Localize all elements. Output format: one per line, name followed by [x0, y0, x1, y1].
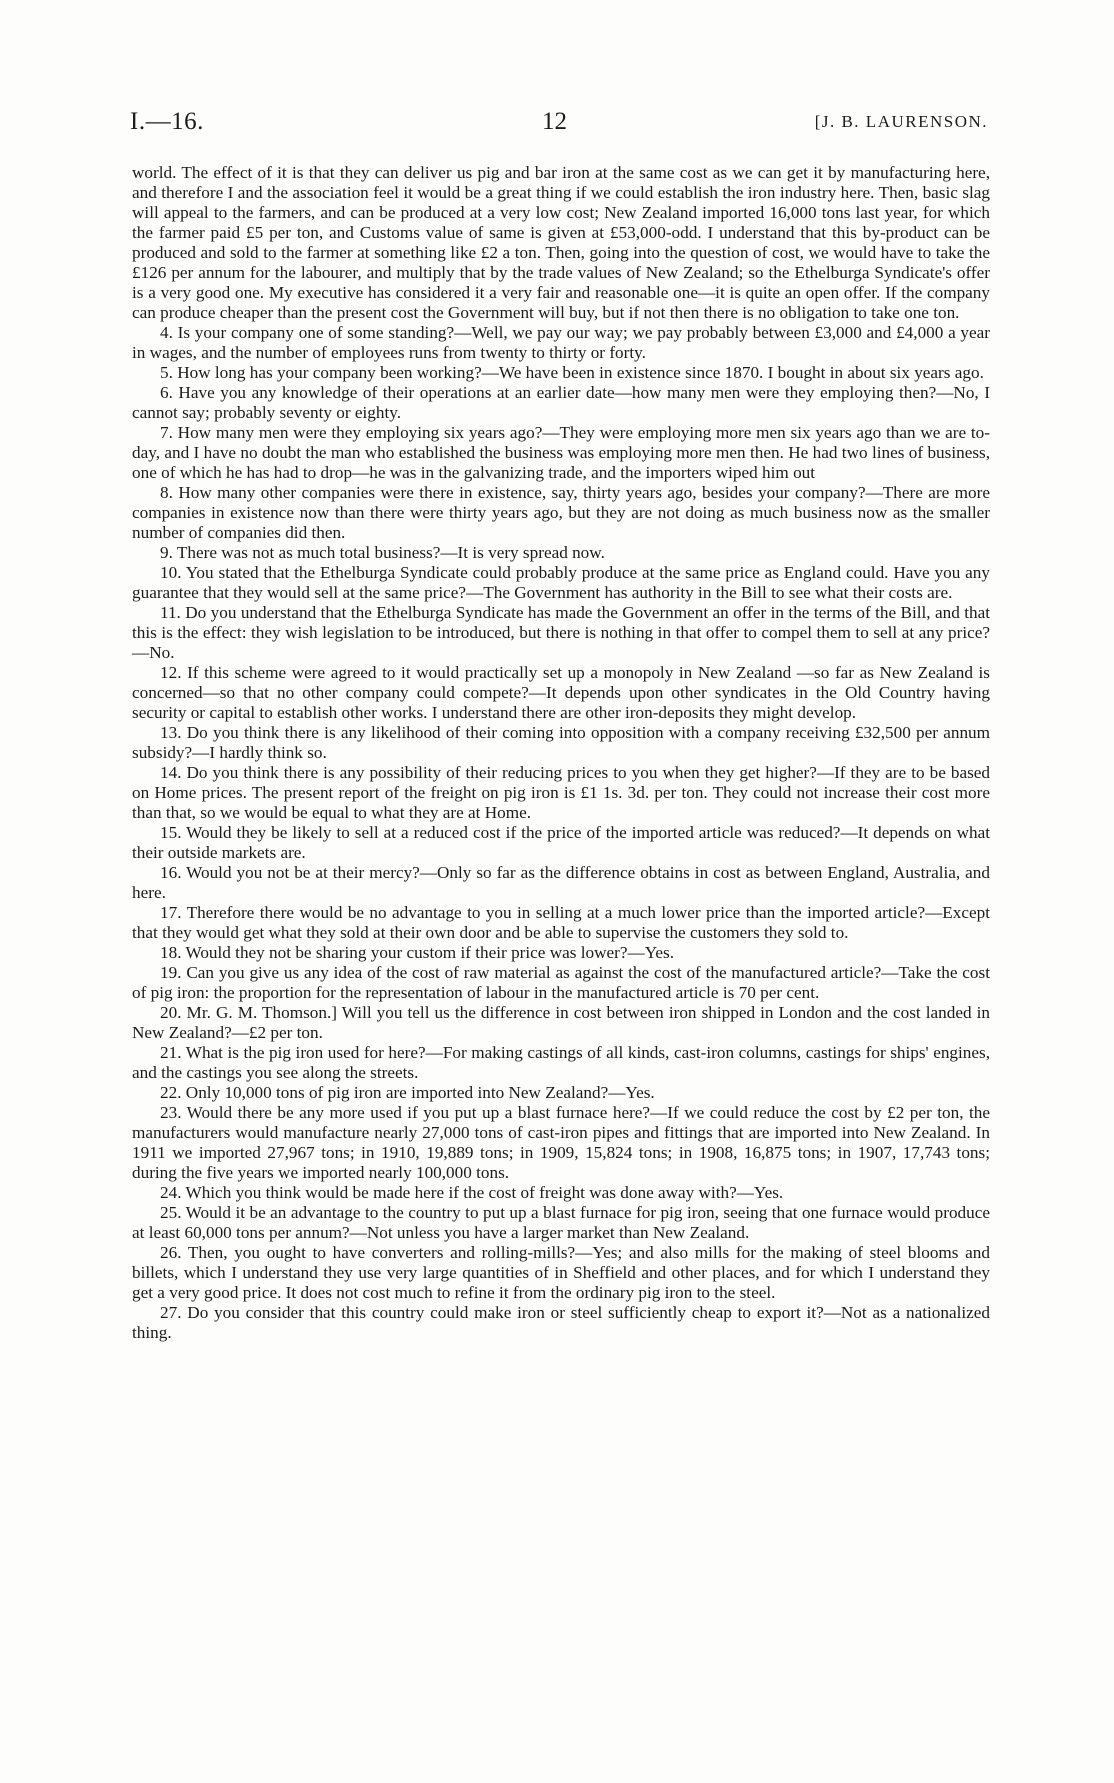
question-5: 5. How long has your company been working?—We have been in existence since 1870. I bought in about six years ago. — [160, 363, 984, 382]
question-17: 17. Therefore there would be no advantage to you in selling at a much lower price than the imported article?—Except that they would get what they sold at their own door and be able to supervise the customers they sold to. — [132, 903, 990, 942]
question-10: 10. You stated that the Ethelburga Syndicate could probably produce at the same price as England could. Have you any guarantee that they would sell at the same price?—The Government has authority in the Bill to see what their costs are. — [132, 563, 990, 602]
question-14: 14. Do you think there is any possibility of their reducing prices to you when they get higher?—If they are to be based on Home prices. The present report of the freight on pig iron is £1 1s. 3d. per ton. They could not increase their cost more than that, so we would be equal to what they are at Home. — [132, 763, 990, 822]
question-20: 20. Mr. G. M. Thomson.] Will you tell us the difference in cost between iron shipped in London and the cost landed in New Zealand?—£2 per ton. — [132, 1003, 990, 1042]
document-reference: I.—16. — [130, 108, 204, 135]
question-6: 6. Have you any knowledge of their operations at an earlier date—how many men were they employing then?—No, I cannot say; probably seventy or eighty. — [132, 383, 990, 422]
question-19: 19. Can you give us any idea of the cost of raw material as against the cost of the manufactured article?—Take the cost of pig iron: the proportion for the representation of labour in the manufactured article is 70 per cent. — [132, 963, 990, 1002]
page-header — [130, 108, 988, 140]
question-26: 26. Then, you ought to have converters and rolling-mills?—Yes; and also mills for the making of steel blooms and billets, which I understand they use very large quantities of in Sheffield and other places, and for which I understand they get a very good price. It does not cost much to refine it from the ordinary pig iron to the steel. — [132, 1243, 990, 1302]
question-9: 9. There was not as much total business?—It is very spread now. — [160, 543, 605, 562]
question-11: 11. Do you understand that the Ethelburga Syndicate has made the Government an offer in the terms of the Bill, and that this is the effect: they wish legislation to be introduced, but there is nothing in that offer to compel them to sell at any price?—No. — [132, 603, 990, 662]
question-16: 16. Would you not be at their mercy?—Only so far as the difference obtains in cost as between England, Australia, and here. — [132, 863, 990, 902]
question-27: 27. Do you consider that this country could make iron or steel sufficiently cheap to export it?—Not as a nationalized thing. — [132, 1303, 990, 1342]
paragraph-continuation: world. The effect of it is that they can deliver us pig and bar iron at the same cost as we can get it by manufacturing here, and therefore I and the association feel it would be a great thing if we could establish the iron industry here. Then, basic slag will appeal to the farmers, and can be produced at a very low cost; New Zealand imported 16,000 tons last year, for which the farmer paid £5 per ton, and Customs value of same is given at £53,000-odd. I understand that this by-product can be produced and sold to the farmer at something like £2 a ton. Then, going into the question of cost, we would have to take the £126 per annum for the labourer, and multiply that by the trade values of New Zealand; so the Ethelburga Syndicate's offer is a very good one. My executive has considered it a very fair and reasonable one—it is quite an open offer. If the company can produce cheaper than the present cost the Government will buy, but if not then there is no obligation to take one ton. — [132, 163, 990, 322]
question-15: 15. Would they be likely to sell at a reduced cost if the price of the imported article was reduced?—It depends on what their outside markets are. — [132, 823, 990, 862]
page-number: 12 — [542, 108, 567, 135]
question-23: 23. Would there be any more used if you put up a blast furnace here?—If we could reduce the cost by £2 per ton, the manufacturers would manufacture nearly 27,000 tons of cast-iron pipes and fittings that are imported into New Zealand. In 1911 we imported 27,967 tons; in 1910, 19,889 tons; in 1909, 15,824 tons; in 1908, 16,875 tons; in 1907, 17,743 tons; during the five years we imported nearly 100,000 tons. — [132, 1103, 990, 1182]
evidence-text — [132, 163, 990, 1343]
question-24: 24. Which you think would be made here if the cost of freight was done away with?—Yes. — [160, 1183, 784, 1202]
question-8: 8. How many other companies were there in existence, say, thirty years ago, besides your company?—There are more companies in existence now than there were thirty years ago, but they are not doing as much business now as the smaller number of companies did then. — [132, 483, 990, 542]
question-18: 18. Would they not be sharing your custom if their price was lower?—Yes. — [160, 943, 674, 962]
question-12: 12. If this scheme were agreed to it would practically set up a monopoly in New Zealand —so far as New Zealand is concerned—so that no other company could compete?—It depends upon other syndicates in the Old Country having security or capital to establish other works. I understand there are other iron-deposits they might develop. — [132, 663, 990, 722]
question-22: 22. Only 10,000 tons of pig iron are imported into New Zealand?—Yes. — [160, 1083, 655, 1102]
question-21: 21. What is the pig iron used for here?—For making castings of all kinds, cast-iron columns, castings for ships' engines, and the castings you see along the streets. — [132, 1043, 990, 1082]
witness-name: [J. B. LAURENSON. — [814, 112, 988, 131]
question-4: 4. Is your company one of some standing?—Well, we pay our way; we pay probably between £3,000 and £4,000 a year in wages, and the number of employees runs from twenty to thirty or forty. — [132, 323, 990, 362]
question-13: 13. Do you think there is any likelihood of their coming into opposition with a company receiving £32,500 per annum subsidy?—I hardly think so. — [132, 723, 990, 762]
question-7: 7. How many men were they employing six years ago?—They were employing more men six years ago than we are to-day, and I have no doubt the man who established the business was employing more men then. He had two lines of business, one of which he has had to drop—he was in the galvanizing trade, and the importers wiped him out — [132, 423, 990, 482]
question-25: 25. Would it be an advantage to the country to put up a blast furnace for pig iron, seeing that one furnace would produce at least 60,000 tons per annum?—Not unless you have a larger market than New Zealand. — [132, 1203, 990, 1242]
